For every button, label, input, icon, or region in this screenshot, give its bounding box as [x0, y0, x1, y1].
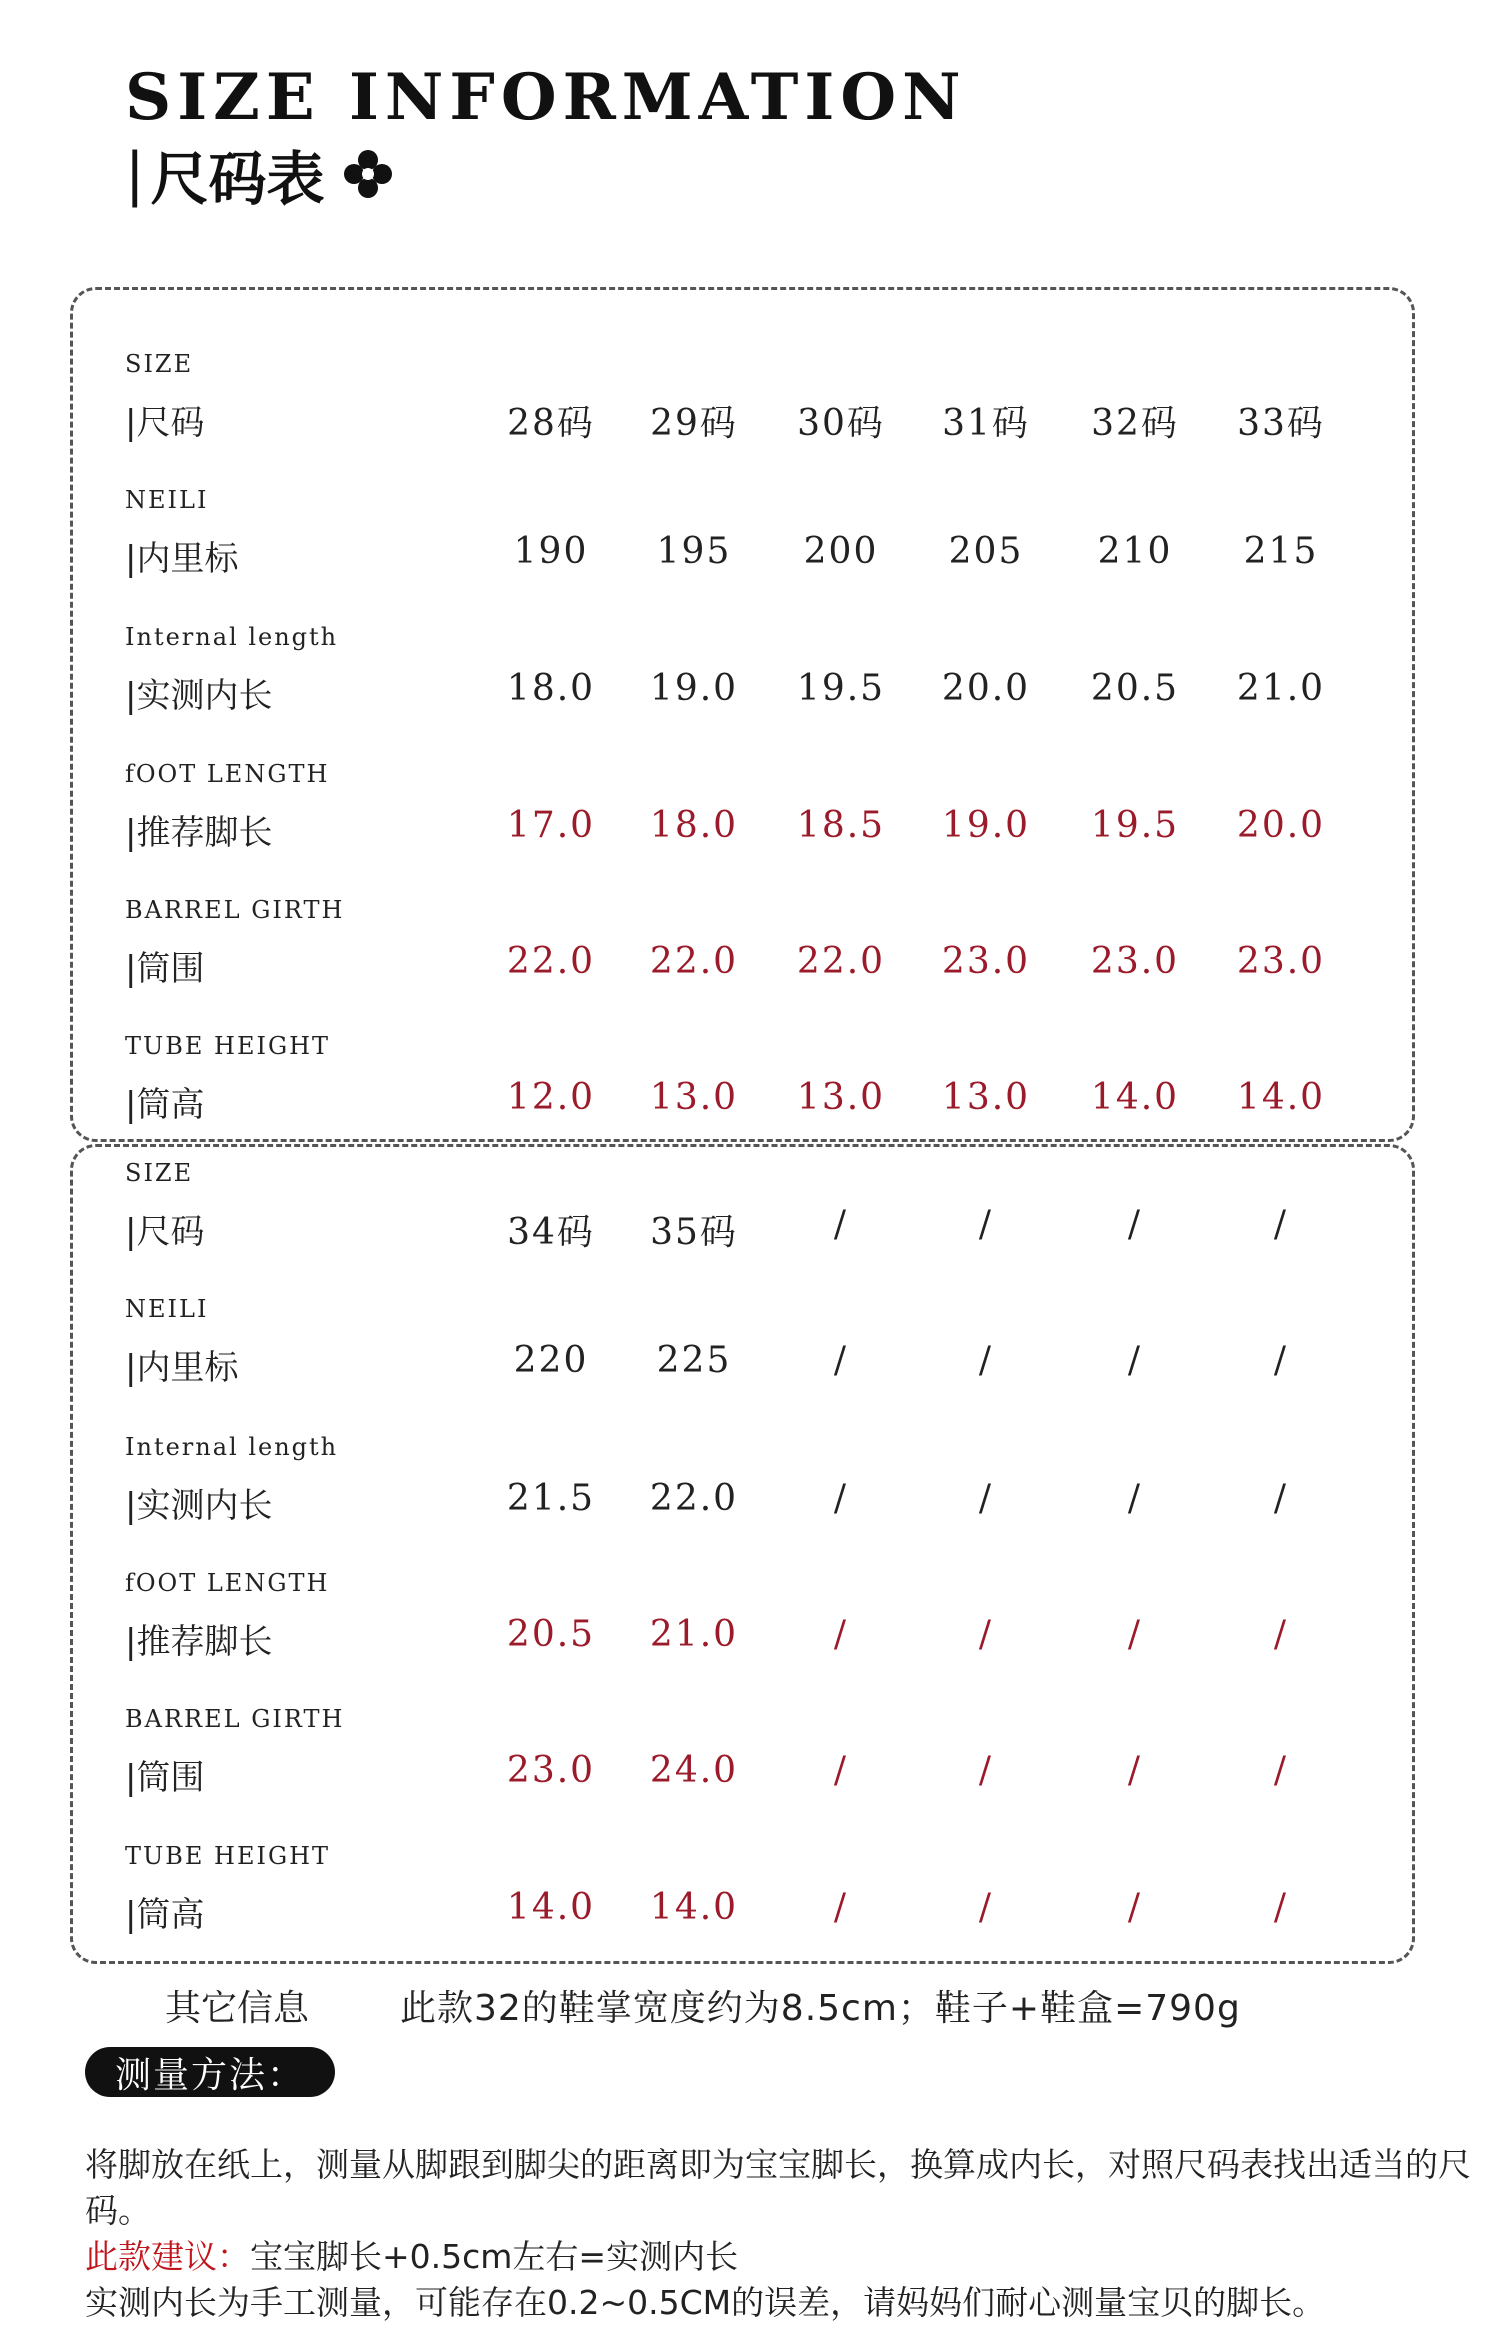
- table-cell: /: [1273, 1478, 1289, 1519]
- table-cell: /: [1127, 1887, 1143, 1928]
- table-cell: 20.0: [941, 668, 1031, 709]
- title-bar: |: [125, 140, 145, 208]
- table-cell: 20.5: [506, 1614, 596, 1655]
- table-cell: /: [1127, 1614, 1143, 1655]
- row-label-en: SIZE: [125, 350, 194, 378]
- table-cell: 210: [1097, 531, 1173, 572]
- table-cell: /: [1273, 1340, 1289, 1381]
- table-cell: 20.5: [1090, 668, 1180, 709]
- table-cell: 18.5: [796, 805, 886, 846]
- table-cell: 220: [513, 1340, 589, 1381]
- table-cell: 215: [1243, 531, 1319, 572]
- row-tube-height: [73, 1032, 1412, 1162]
- table-cell: 19.5: [1090, 805, 1180, 846]
- row-label-cn: |实测内长: [125, 676, 273, 716]
- table-cell: 21.5: [506, 1478, 596, 1519]
- row-label-en: fOOT LENGTH: [125, 760, 330, 788]
- table-cell: 18.0: [649, 805, 739, 846]
- table-cell: 12.0: [506, 1077, 596, 1118]
- table-cell: 13.0: [941, 1077, 1031, 1118]
- table-cell: 205: [948, 531, 1024, 572]
- table-cell: 31码: [942, 403, 1030, 444]
- table-cell: 190: [513, 531, 589, 572]
- table-cell: 21.0: [649, 1614, 739, 1655]
- table-cell: /: [833, 1478, 849, 1519]
- table-cell: 225: [656, 1340, 732, 1381]
- method-paragraph: 将脚放在纸上，测量从脚跟到脚尖的距离即为宝宝脚长，换算成内长，对照尺码表找出适当的尺码。: [85, 2145, 1471, 2230]
- table-cell: 17.0: [506, 805, 596, 846]
- table-cell: 23.0: [506, 1750, 596, 1791]
- table-cell: 20.0: [1236, 805, 1326, 846]
- row-label-en: Internal length: [125, 623, 339, 651]
- table-cell: /: [833, 1340, 849, 1381]
- table-cell: /: [833, 1887, 849, 1928]
- table-cell: /: [978, 1887, 994, 1928]
- row-label-cn: |推荐脚长: [125, 813, 273, 853]
- table-cell: 19.0: [649, 668, 739, 709]
- table-cell: 29码: [650, 403, 738, 444]
- table-cell: 13.0: [649, 1077, 739, 1118]
- page-title-cn: [125, 132, 393, 216]
- table-cell: 28码: [507, 403, 595, 444]
- row-foot-length: [73, 760, 1412, 890]
- row-neili: [73, 1295, 1412, 1425]
- table-cell: 22.0: [649, 1478, 739, 1519]
- table-cell: 22.0: [796, 941, 886, 982]
- row-label-cn: |筒围: [125, 949, 205, 989]
- table-cell: 19.5: [796, 668, 886, 709]
- method-pill: 测量方法：: [85, 2047, 335, 2097]
- table-cell: 14.0: [1236, 1077, 1326, 1118]
- row-label-en: NEILI: [125, 1295, 209, 1323]
- table-cell: /: [1127, 1204, 1143, 1245]
- size-table-1: [70, 287, 1415, 1142]
- table-cell: 32码: [1091, 403, 1179, 444]
- row-internal-length: [73, 1433, 1412, 1563]
- table-cell: /: [1273, 1614, 1289, 1655]
- suggestion-text: 宝宝脚长+0.5cm左右=实测内长: [250, 2237, 739, 2276]
- table-cell: 23.0: [1090, 941, 1180, 982]
- title-cn-text: 尺码表: [150, 145, 325, 213]
- row-label-cn: |内里标: [125, 539, 239, 579]
- row-label-cn: |尺码: [125, 403, 205, 443]
- row-size: [73, 350, 1412, 480]
- four-petal-flower-icon: [343, 149, 393, 199]
- table-cell: /: [833, 1614, 849, 1655]
- table-cell: 24.0: [649, 1750, 739, 1791]
- row-barrel-girth: [73, 896, 1412, 1026]
- row-label-cn: |推荐脚长: [125, 1622, 273, 1662]
- row-barrel-girth: [73, 1705, 1412, 1835]
- page-title-en: SIZE INFORMATION: [125, 60, 967, 135]
- table-cell: /: [978, 1614, 994, 1655]
- row-label-en: Internal length: [125, 1433, 339, 1461]
- row-label-cn: |筒高: [125, 1895, 205, 1935]
- other-info-text: 此款32的鞋掌宽度约为8.5cm；鞋子+鞋盒=790g: [400, 1988, 1241, 2029]
- row-label-en: TUBE HEIGHT: [125, 1032, 331, 1060]
- suggestion-label: 此款建议：: [85, 2237, 250, 2276]
- row-label-cn: |筒围: [125, 1758, 205, 1798]
- table-cell: 14.0: [1090, 1077, 1180, 1118]
- table-cell: /: [1127, 1750, 1143, 1791]
- row-neili: [73, 486, 1412, 616]
- table-cell: /: [1273, 1750, 1289, 1791]
- row-internal-length: [73, 623, 1412, 753]
- table-cell: 14.0: [506, 1887, 596, 1928]
- row-label-cn: |实测内长: [125, 1486, 273, 1526]
- table-cell: 19.0: [941, 805, 1031, 846]
- table-cell: 13.0: [796, 1077, 886, 1118]
- table-cell: 34码: [507, 1212, 595, 1253]
- row-label-en: SIZE: [125, 1159, 194, 1187]
- table-cell: /: [833, 1204, 849, 1245]
- table-cell: 30码: [797, 403, 885, 444]
- table-cell: 35码: [650, 1212, 738, 1253]
- row-size: [73, 1159, 1412, 1289]
- size-table-2: [70, 1144, 1415, 1964]
- row-foot-length: [73, 1569, 1412, 1699]
- table-cell: /: [1273, 1887, 1289, 1928]
- table-cell: 22.0: [649, 941, 739, 982]
- table-cell: /: [1127, 1340, 1143, 1381]
- table-cell: 23.0: [941, 941, 1031, 982]
- table-cell: 14.0: [649, 1887, 739, 1928]
- row-label-cn: |尺码: [125, 1212, 205, 1252]
- row-label-cn: |筒高: [125, 1085, 205, 1125]
- table-cell: 18.0: [506, 668, 596, 709]
- row-label-en: TUBE HEIGHT: [125, 1842, 331, 1870]
- table-cell: /: [978, 1750, 994, 1791]
- table-cell: /: [978, 1340, 994, 1381]
- table-cell: 21.0: [1236, 668, 1326, 709]
- table-cell: /: [978, 1478, 994, 1519]
- table-cell: 200: [803, 531, 879, 572]
- suggestion-line: [85, 2234, 1475, 2280]
- table-cell: /: [1273, 1204, 1289, 1245]
- row-label-en: BARREL GIRTH: [125, 1705, 345, 1733]
- table-cell: /: [833, 1750, 849, 1791]
- row-label-cn: |内里标: [125, 1348, 239, 1388]
- measurement-note: 实测内长为手工测量，可能存在0.2~0.5CM的误差，请妈妈们耐心测量宝贝的脚长。: [85, 2283, 1326, 2322]
- table-cell: 195: [656, 531, 732, 572]
- table-cell: /: [978, 1204, 994, 1245]
- table-cell: 33码: [1237, 403, 1325, 444]
- row-label-en: BARREL GIRTH: [125, 896, 345, 924]
- other-info-label: 其它信息: [165, 1988, 310, 2029]
- row-label-en: fOOT LENGTH: [125, 1569, 330, 1597]
- row-label-en: NEILI: [125, 486, 209, 514]
- table-cell: 22.0: [506, 941, 596, 982]
- table-cell: /: [1127, 1478, 1143, 1519]
- row-tube-height: [73, 1842, 1412, 1972]
- table-cell: 23.0: [1236, 941, 1326, 982]
- other-info: [0, 1980, 1500, 2030]
